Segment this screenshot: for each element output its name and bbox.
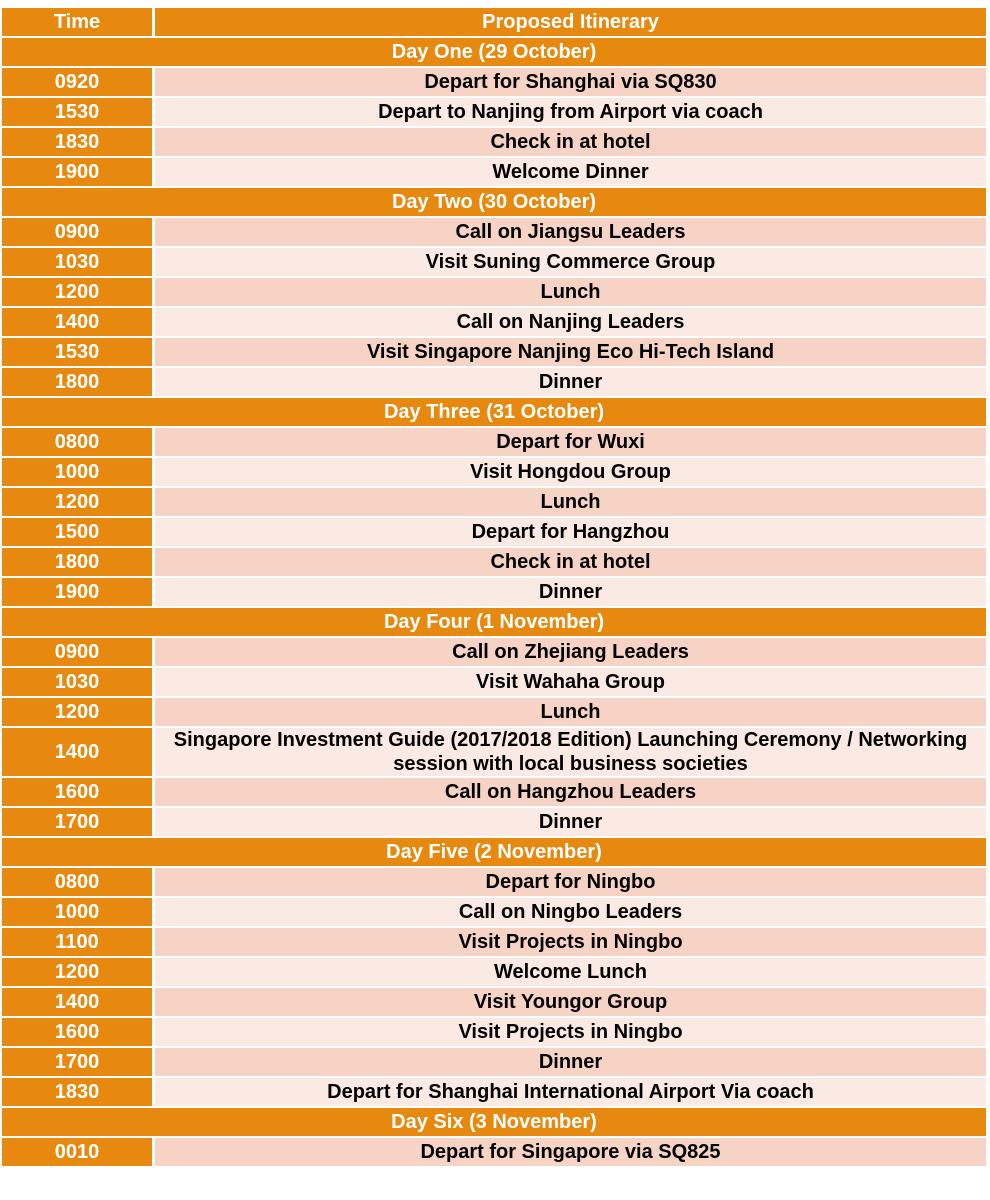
day-header-row bbox=[2, 188, 986, 216]
event-activity: Visit Projects in Ningbo bbox=[155, 1018, 986, 1046]
event-time: 0800 bbox=[2, 428, 155, 456]
event-time: 1400 bbox=[2, 988, 155, 1016]
day-header-row bbox=[2, 38, 986, 66]
event-time: 1700 bbox=[2, 1048, 155, 1076]
itinerary-row bbox=[2, 988, 986, 1016]
itinerary-row bbox=[2, 1078, 986, 1106]
itinerary-row bbox=[2, 158, 986, 186]
itinerary-body bbox=[2, 38, 986, 1166]
itinerary-row bbox=[2, 338, 986, 366]
event-activity: Lunch bbox=[155, 698, 986, 726]
event-activity: Lunch bbox=[155, 488, 986, 516]
event-activity: Call on Hangzhou Leaders bbox=[155, 778, 986, 806]
event-time: 1600 bbox=[2, 778, 155, 806]
event-activity: Call on Ningbo Leaders bbox=[155, 898, 986, 926]
event-time: 0800 bbox=[2, 868, 155, 896]
itinerary-row bbox=[2, 958, 986, 986]
event-activity: Visit Wahaha Group bbox=[155, 668, 986, 696]
event-time: 1800 bbox=[2, 548, 155, 576]
event-time: 1000 bbox=[2, 898, 155, 926]
itinerary-row bbox=[2, 808, 986, 836]
event-activity: Depart for Wuxi bbox=[155, 428, 986, 456]
event-time: 0920 bbox=[2, 68, 155, 96]
itinerary-row bbox=[2, 68, 986, 96]
event-activity: Depart for Singapore via SQ825 bbox=[155, 1138, 986, 1166]
event-time: 1200 bbox=[2, 698, 155, 726]
itinerary-table bbox=[2, 6, 986, 1168]
day-label: Day Five (2 November) bbox=[2, 838, 986, 866]
itinerary-row bbox=[2, 668, 986, 696]
event-time: 1900 bbox=[2, 158, 155, 186]
event-time: 0900 bbox=[2, 218, 155, 246]
itinerary-column-header: Proposed Itinerary bbox=[155, 8, 986, 36]
day-header-row bbox=[2, 398, 986, 426]
itinerary-row bbox=[2, 218, 986, 246]
day-label: Day Four (1 November) bbox=[2, 608, 986, 636]
day-label: Day Two (30 October) bbox=[2, 188, 986, 216]
itinerary-row bbox=[2, 638, 986, 666]
event-activity: Call on Zhejiang Leaders bbox=[155, 638, 986, 666]
event-time: 1830 bbox=[2, 1078, 155, 1106]
itinerary-row bbox=[2, 458, 986, 486]
event-time: 1400 bbox=[2, 308, 155, 336]
event-activity: Depart for Shanghai via SQ830 bbox=[155, 68, 986, 96]
event-time: 1100 bbox=[2, 928, 155, 956]
itinerary-row bbox=[2, 1138, 986, 1166]
day-header-row bbox=[2, 838, 986, 866]
event-activity: Check in at hotel bbox=[155, 128, 986, 156]
event-activity: Depart for Shanghai International Airport Via coach bbox=[155, 1078, 986, 1106]
event-time: 1900 bbox=[2, 578, 155, 606]
itinerary-row bbox=[2, 248, 986, 276]
itinerary-row bbox=[2, 578, 986, 606]
itinerary-row bbox=[2, 128, 986, 156]
itinerary-row bbox=[2, 778, 986, 806]
time-column-header: Time bbox=[2, 8, 155, 36]
event-time: 1030 bbox=[2, 248, 155, 276]
event-activity: Visit Suning Commerce Group bbox=[155, 248, 986, 276]
event-activity: Welcome Dinner bbox=[155, 158, 986, 186]
event-time: 1200 bbox=[2, 488, 155, 516]
itinerary-row bbox=[2, 368, 986, 396]
event-activity: Visit Projects in Ningbo bbox=[155, 928, 986, 956]
itinerary-row bbox=[2, 898, 986, 926]
event-time: 1800 bbox=[2, 368, 155, 396]
day-label: Day Three (31 October) bbox=[2, 398, 986, 426]
event-activity: Dinner bbox=[155, 368, 986, 396]
day-label: Day Six (3 November) bbox=[2, 1108, 986, 1136]
event-activity: Welcome Lunch bbox=[155, 958, 986, 986]
event-activity: Depart for Ningbo bbox=[155, 868, 986, 896]
event-time: 1600 bbox=[2, 1018, 155, 1046]
event-time: 1400 bbox=[2, 728, 155, 776]
event-time: 0010 bbox=[2, 1138, 155, 1166]
event-activity: Depart to Nanjing from Airport via coach bbox=[155, 98, 986, 126]
itinerary-row bbox=[2, 698, 986, 726]
itinerary-row bbox=[2, 1048, 986, 1076]
event-activity: Visit Hongdou Group bbox=[155, 458, 986, 486]
itinerary-row bbox=[2, 488, 986, 516]
itinerary-row bbox=[2, 518, 986, 546]
event-activity: Depart for Hangzhou bbox=[155, 518, 986, 546]
event-activity: Visit Singapore Nanjing Eco Hi-Tech Island bbox=[155, 338, 986, 366]
event-time: 1500 bbox=[2, 518, 155, 546]
itinerary-row bbox=[2, 868, 986, 896]
table-header-row bbox=[2, 8, 986, 36]
event-time: 1530 bbox=[2, 98, 155, 126]
itinerary-row bbox=[2, 98, 986, 126]
event-time: 1030 bbox=[2, 668, 155, 696]
event-activity: Dinner bbox=[155, 1048, 986, 1076]
day-header-row bbox=[2, 1108, 986, 1136]
event-activity: Singapore Investment Guide (2017/2018 Edition) Launching Ceremony / Networking session with local business societies bbox=[155, 728, 986, 776]
itinerary-row bbox=[2, 1018, 986, 1046]
event-activity: Call on Nanjing Leaders bbox=[155, 308, 986, 336]
event-time: 1200 bbox=[2, 958, 155, 986]
event-time: 1700 bbox=[2, 808, 155, 836]
event-activity: Call on Jiangsu Leaders bbox=[155, 218, 986, 246]
event-time: 0900 bbox=[2, 638, 155, 666]
itinerary-row bbox=[2, 928, 986, 956]
event-time: 1000 bbox=[2, 458, 155, 486]
itinerary-row bbox=[2, 428, 986, 456]
day-label: Day One (29 October) bbox=[2, 38, 986, 66]
event-activity: Check in at hotel bbox=[155, 548, 986, 576]
itinerary-row bbox=[2, 308, 986, 336]
itinerary-row bbox=[2, 548, 986, 576]
event-activity: Visit Youngor Group bbox=[155, 988, 986, 1016]
day-header-row bbox=[2, 608, 986, 636]
event-time: 1830 bbox=[2, 128, 155, 156]
itinerary-row bbox=[2, 278, 986, 306]
event-time: 1530 bbox=[2, 338, 155, 366]
event-time: 1200 bbox=[2, 278, 155, 306]
itinerary-row bbox=[2, 728, 986, 776]
event-activity: Dinner bbox=[155, 808, 986, 836]
event-activity: Lunch bbox=[155, 278, 986, 306]
event-activity: Dinner bbox=[155, 578, 986, 606]
